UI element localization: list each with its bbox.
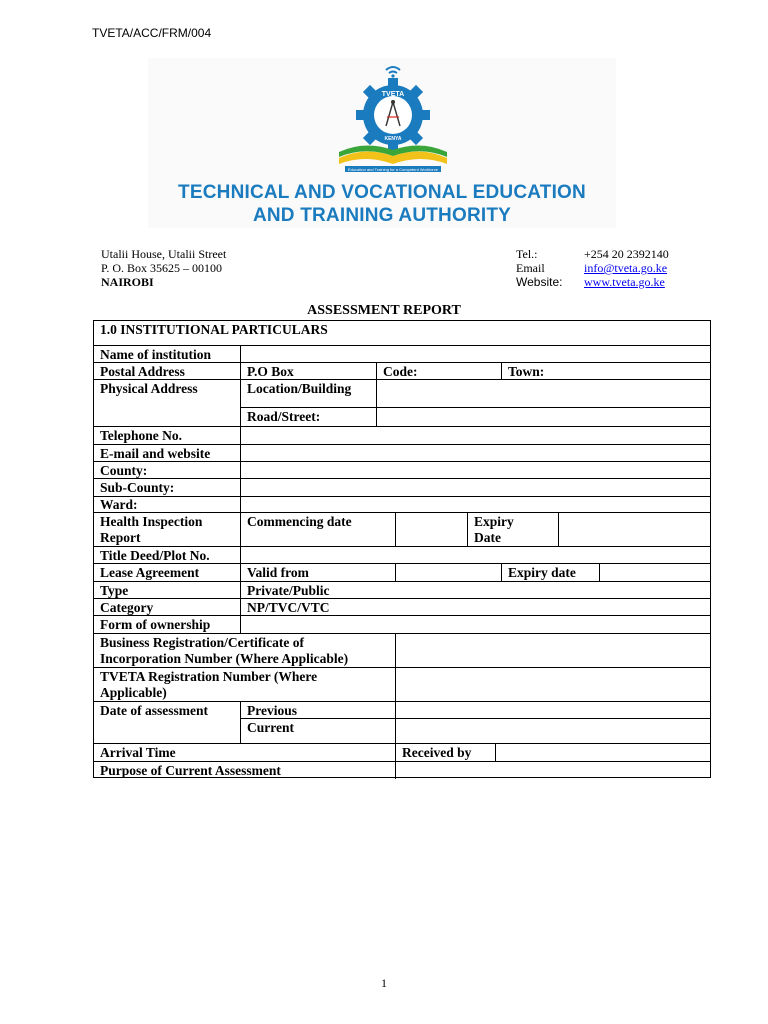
email-link[interactable]: info@tveta.go.ke [584, 261, 668, 275]
label-town: Town: [508, 364, 545, 379]
label-location-building: Location/Building [247, 381, 352, 396]
label-physical-address: Physical Address [100, 381, 198, 396]
label-ward: Ward: [100, 497, 138, 512]
label-lease-agreement: Lease Agreement [100, 565, 200, 580]
type-value: Private/Public [247, 583, 330, 598]
label-category: Category [100, 600, 154, 615]
health-inspection-line2: Report [100, 530, 141, 545]
label-type: Type [100, 583, 129, 598]
tel-label: Tel.: [516, 247, 538, 261]
label-business-registration [94, 634, 348, 667]
address-line1: Utalii House, Utalii Street [101, 247, 227, 261]
tveta-logo [148, 58, 616, 228]
label-date-of-assessment: Date of assessment [100, 703, 208, 718]
category-value: NP/TVC/VTC [247, 600, 330, 615]
document-reference: TVETA/ACC/FRM/004 [92, 26, 212, 40]
label-tveta-registration [94, 668, 317, 701]
label-po-box: P.O Box [247, 364, 294, 379]
label-expiry-date: Expiry date [508, 565, 576, 580]
health-inspection-line1: Health Inspection [100, 514, 203, 529]
expiry-line1: Expiry [474, 514, 514, 529]
business-reg-line1: Business Registration/Certificate of [100, 635, 304, 650]
label-current: Current [247, 720, 294, 735]
label-code: Code: [383, 364, 418, 379]
postal-address-block [101, 247, 226, 289]
label-email-website: E-mail and website [100, 446, 211, 461]
emblem-lower-text: KENYA [384, 136, 402, 142]
address-line2: P. O. Box 35625 – 00100 [101, 261, 223, 275]
field-name-of-institution[interactable] [241, 346, 711, 362]
label-road-street: Road/Street: [247, 409, 321, 424]
label-received-by: Received by [402, 745, 472, 760]
label-expiry [468, 513, 514, 546]
label-form-of-ownership: Form of ownership [100, 617, 211, 632]
website-label: Website: [516, 275, 563, 289]
label-telephone: Telephone No. [100, 428, 183, 443]
label-purpose: Purpose of Current Assessment [100, 763, 281, 778]
logo-tagline: Education and Training for a Competent Workforce [348, 167, 438, 172]
tveta-reg-line1: TVETA Registration Number (Where [100, 669, 318, 684]
label-title-deed: Title Deed/Plot No. [100, 548, 210, 563]
emblem-ring-text: TVETA [381, 91, 405, 98]
label-name-of-institution: Name of institution [100, 347, 211, 362]
business-reg-line2: Incorporation Number (Where Applicable) [100, 651, 349, 666]
section-heading: 1.0 INSTITUTIONAL PARTICULARS [100, 322, 328, 337]
label-county: County: [100, 463, 148, 478]
tveta-reg-line2: Applicable) [100, 685, 167, 700]
label-commencing-date: Commencing date [247, 514, 352, 529]
tel-value: +254 20 2392140 [584, 247, 669, 261]
label-valid-from: Valid from [247, 565, 309, 580]
website-link[interactable]: www.tveta.go.ke [584, 275, 665, 289]
label-postal-address: Postal Address [100, 364, 185, 379]
report-title: ASSESSMENT REPORT [307, 303, 461, 318]
page-number: 1 [381, 976, 387, 990]
institutional-particulars-form [93, 320, 711, 778]
address-line3: NAIROBI [101, 275, 154, 289]
authority-title-line2: AND TRAINING AUTHORITY [252, 205, 512, 226]
label-previous: Previous [247, 703, 297, 718]
email-label: Email [516, 261, 545, 275]
tveta-emblem-icon [325, 60, 461, 180]
label-arrival-time: Arrival Time [100, 745, 176, 760]
expiry-line2: Date [474, 530, 501, 545]
label-health-inspection [94, 513, 202, 546]
authority-title-line1: TECHNICAL AND VOCATIONAL EDUCATION [178, 182, 586, 203]
label-sub-county: Sub-County: [100, 480, 175, 495]
